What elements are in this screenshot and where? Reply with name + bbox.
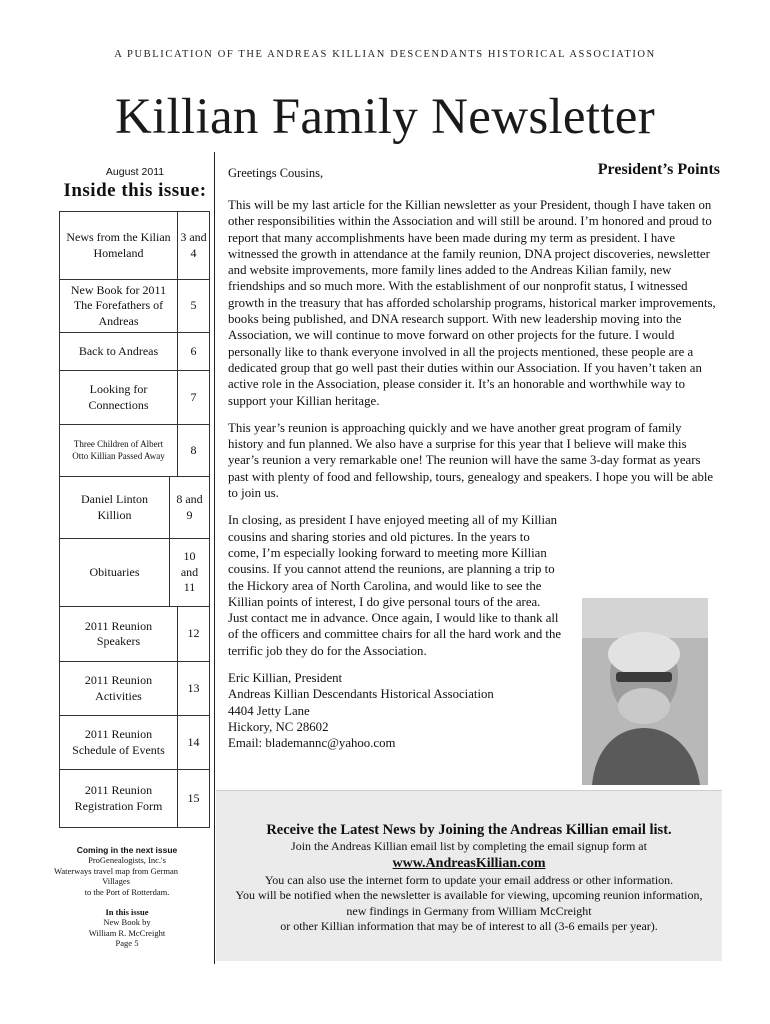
banner-line: new findings in Germany from William McCreight bbox=[346, 903, 592, 918]
article-paragraph: In closing, as president I have enjoyed meeting all of my Killian cousins and sharing stories and old pictures. In the years to come, I’m especially looking forward to meeting more Killian cousins. If you cannot attend the reunions, are planning a trip to the Hickory area of North Carolina, and would like to see the Killian points of interest, I do give personal tours of the area. Just contact me in advance. Once again, I would like to thank all of the officers and committee chairs for all the hard work and the terrific job they do for the Association. bbox=[228, 513, 562, 658]
toc-title: Obituaries bbox=[60, 539, 170, 606]
toc-row bbox=[60, 538, 209, 606]
toc-title: News from the Kilian Homeland bbox=[60, 212, 178, 279]
toc-title: Three Children of Albert Otto Killian Passed Away bbox=[60, 425, 178, 476]
newsletter-masthead: Killian Family Newsletter bbox=[114, 89, 656, 145]
signature-line: Hickory, NC 28602 bbox=[228, 719, 329, 734]
toc-row bbox=[60, 332, 209, 370]
table-of-contents bbox=[59, 211, 210, 828]
in-this-issue-line: Page 5 bbox=[115, 938, 139, 948]
toc-page: 3 and 4 bbox=[180, 230, 207, 260]
toc-page: 12 bbox=[187, 626, 200, 641]
banner-line: or other Killian information that may be of interest to all (3-6 emails per year). bbox=[280, 919, 658, 933]
toc-title: 2011 Reunion Activities bbox=[60, 662, 178, 715]
article-paragraph: This year’s reunion is approaching quickly and we have another great program of family history and fun planned. We also have a surprise for this year that I believe will make this year’s reunion a very remarkable one! The reunion will have the same 3-day format as years past with plenty of food and fellowship, tours, genealogy and speakers. I hope you will be able to join us. bbox=[228, 420, 714, 501]
signature-line: Andreas Killian Descendants Historical Association bbox=[228, 687, 494, 702]
toc-row bbox=[60, 211, 209, 279]
toc-page: 8 bbox=[190, 442, 197, 457]
toc-title: 2011 Reunion Registration Form bbox=[60, 770, 178, 827]
toc-page: 8 and 9 bbox=[176, 492, 203, 522]
toc-title: Looking for Connections bbox=[60, 371, 178, 424]
toc-title: Back to Andreas bbox=[60, 333, 178, 370]
signature-block bbox=[228, 670, 716, 751]
toc-page: 6 bbox=[190, 343, 197, 358]
in-this-issue-line: New Book by bbox=[103, 917, 151, 927]
toc-row bbox=[60, 715, 209, 769]
banner-line: You can also use the internet form to update your email address or other information. bbox=[264, 872, 674, 887]
in-this-issue-line: William R. McCreight bbox=[88, 927, 166, 938]
toc-page: 5 bbox=[190, 298, 197, 313]
coming-next-line: to the Port of Rotterdam. bbox=[84, 886, 170, 897]
toc-row bbox=[60, 661, 209, 715]
coming-next-heading: Coming in the next issue bbox=[76, 845, 178, 855]
toc-title: New Book for 2011 The Forefathers of Andreas bbox=[60, 280, 178, 332]
presidents-article bbox=[228, 197, 716, 752]
toc-page: 14 bbox=[187, 734, 200, 749]
banner-line: Join the Andreas Killian email list by completing the email signup form at bbox=[291, 839, 647, 853]
in-this-issue-heading: In this issue bbox=[105, 907, 149, 917]
signature-line: 4404 Jetty Lane bbox=[228, 703, 310, 718]
toc-row bbox=[60, 279, 209, 332]
toc-page: 15 bbox=[187, 790, 200, 805]
article-paragraph: This will be my last article for the Killian newsletter as your President, though I have taken on other responsibilities within the Association and will still be around. I’m honored and proud to report that many accomplishments have been made during my term as president. I have witnessed the growth in attendance at the family reunion, DNA project discoveries, newsletter and website improvements, more family lines added to the Andreas Kilian family, new friendships and so much more. With the establishment of our nonprofit status, I witnessed growth in the treasury that has afforded scholarship programs, historical marker improvements, books being published, and DNA research support. With new leadership moving into the Association, we will continue to move forward on other projects for the future. I would personally like to thank everyone involved in all the projects mentioned, these people are a dedicated group that go well past their duties within our Association. If you haven’t taken an active role in the Association, please consider it. It’s an honorable and worthwhile way to support your Killian heritage. bbox=[228, 198, 716, 408]
toc-title: 2011 Reunion Speakers bbox=[60, 607, 178, 661]
email-list-banner bbox=[216, 790, 722, 961]
toc-title: 2011 Reunion Schedule of Events bbox=[60, 716, 178, 769]
banner-line: You will be notified when the newsletter is available for viewing, upcoming reunion information, bbox=[235, 888, 703, 902]
toc-row bbox=[60, 476, 209, 538]
signature-line: Eric Killian, President bbox=[228, 671, 343, 686]
toc-page: 7 bbox=[190, 389, 197, 404]
toc-row bbox=[60, 606, 209, 661]
coming-next-line: ProGenealogists, Inc.'s bbox=[88, 855, 166, 865]
greeting: Greetings Cousins, bbox=[228, 166, 324, 180]
publication-line: A PUBLICATION OF THE ANDREAS KILLIAN DESCENDANTS HISTORICAL ASSOCIATION bbox=[114, 49, 656, 60]
section-title: President’s Points bbox=[597, 161, 720, 178]
toc-row bbox=[60, 424, 209, 476]
issue-date: August 2011 bbox=[105, 166, 165, 178]
sidebar-notes bbox=[42, 835, 212, 949]
toc-page: 10 and 11 bbox=[180, 549, 199, 595]
signature-email: Email: blademannc@yahoo.com bbox=[228, 736, 396, 751]
website-link[interactable]: www.AndreasKillian.com bbox=[392, 855, 546, 871]
inside-issue-heading: Inside this issue: bbox=[63, 180, 207, 201]
toc-page: 13 bbox=[187, 680, 200, 695]
toc-row bbox=[60, 370, 209, 424]
toc-title: Daniel Linton Killion bbox=[60, 477, 170, 538]
coming-next-line: Waterways travel map from German Villages bbox=[54, 865, 178, 886]
column-divider bbox=[214, 152, 215, 964]
toc-row bbox=[60, 769, 209, 827]
banner-title: Receive the Latest News by Joining the Andreas Killian email list. bbox=[266, 822, 672, 838]
